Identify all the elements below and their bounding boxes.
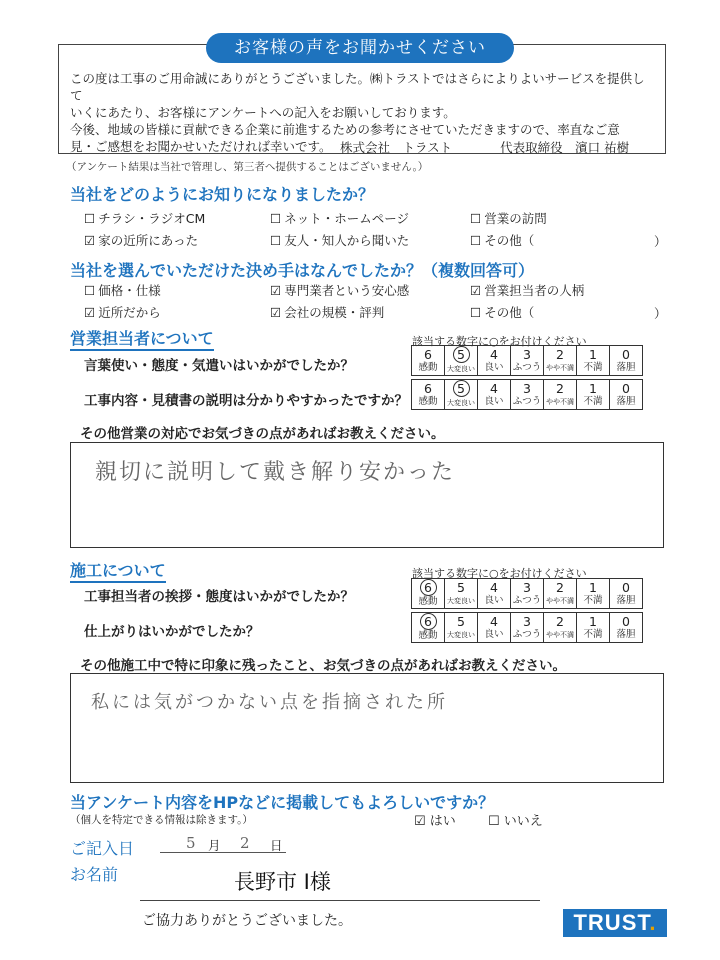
rating-label: 感動 (418, 596, 438, 607)
checkbox-icon[interactable]: ☐ (470, 233, 482, 248)
name-line (140, 900, 540, 901)
rating-number: 0 (622, 614, 630, 629)
intro-line: 見・ご感想をお聞かせいただければ幸いです。 (70, 139, 332, 154)
rating-number: 2 (556, 381, 564, 396)
rating-label: 不満 (583, 396, 603, 407)
checkbox-icon[interactable]: ☐ (470, 211, 482, 226)
rating-cell[interactable] (511, 380, 544, 410)
q2-option[interactable] (270, 303, 384, 321)
selected-circle-icon: 5 (453, 380, 470, 397)
q2-option[interactable] (470, 281, 584, 299)
rating-number: 1 (589, 580, 597, 595)
q1-option-label: チラシ・ラジオCM (98, 211, 206, 226)
rating-label: 落胆 (616, 595, 636, 606)
thanks-message: ご協力ありがとうございました。 (142, 913, 352, 929)
q1-close-paren: ） (654, 234, 667, 249)
rating-cell[interactable] (577, 380, 610, 410)
q2-option-label: 専門業者という安心感 (284, 283, 410, 298)
checkbox-checked-icon[interactable]: ☑ (414, 814, 426, 829)
q2-option-label: 価格・仕様 (98, 283, 161, 298)
checkbox-icon[interactable]: ☐ (270, 233, 282, 248)
checkbox-icon[interactable]: ☐ (84, 211, 96, 226)
construction-question-b: 仕上がりはいかがでしたか？ (84, 624, 260, 640)
rating-cell[interactable] (412, 380, 445, 410)
rating-number (445, 346, 477, 363)
publish-no-label: いいえ (503, 814, 543, 829)
rating-number: 4 (490, 381, 498, 396)
date-day[interactable]: 2 (240, 834, 250, 852)
company-name: 株式会社 トラスト (340, 140, 453, 155)
selected-circle-icon: 6 (420, 579, 437, 596)
logo-text: TRUST (573, 910, 650, 935)
checkbox-icon[interactable]: ☐ (488, 814, 500, 829)
sales-question-a: 言葉使い・態度・気遣いはいかがでしたか？ (84, 358, 354, 374)
construction-rating-a (411, 578, 643, 609)
sales-comment-question: その他営業の対応でお気づきの点があればお教えください。 (80, 426, 445, 442)
q1-option-label: その他（ (484, 233, 535, 248)
checkbox-checked-icon[interactable]: ☑ (270, 283, 282, 298)
q1-option-label: ネット・ホームページ (284, 211, 409, 226)
rating-number: 1 (589, 614, 597, 629)
checkbox-checked-icon[interactable]: ☑ (84, 233, 96, 248)
rating-label: 不満 (583, 629, 603, 640)
rating-cell[interactable] (511, 613, 544, 643)
q2-option-label: 会社の規模・評判 (284, 305, 385, 320)
rating-label: 良い (484, 396, 504, 407)
rating-cell[interactable] (412, 346, 445, 376)
rating-label: やや不満 (546, 597, 574, 605)
checkbox-icon[interactable]: ☐ (84, 283, 96, 298)
q2-option[interactable] (470, 303, 534, 321)
q2-option[interactable] (270, 281, 409, 299)
rating-number: 4 (490, 580, 498, 595)
intro-line: 今後、地域の皆様に貢献できる企業に前進するための参考にさせていただきますので、率直なご意 (70, 122, 620, 137)
q1-option[interactable] (270, 231, 409, 249)
construction-section-title: 施工について (70, 558, 166, 583)
sales-scale-caption: 該当する数字に○をお付けください (412, 335, 587, 348)
q1-title: 当社をどのようにお知りになりましたか？ (70, 185, 375, 204)
rating-cell[interactable] (544, 579, 577, 609)
rating-number: 3 (523, 580, 531, 595)
rating-number: 3 (523, 381, 531, 396)
intro-line: いくにあたり、お客様にアンケートへの記入をお願いしております。 (70, 105, 456, 120)
date-month[interactable]: 5 (186, 834, 196, 852)
checkbox-checked-icon[interactable]: ☑ (470, 283, 482, 298)
rating-cell[interactable] (412, 613, 445, 643)
checkbox-icon[interactable]: ☐ (270, 211, 282, 226)
rating-cell[interactable] (610, 346, 643, 376)
ceo-name: 代表取締役 濱口 祐樹 (500, 140, 630, 155)
q2-title: 当社を選んでいただけた決め手はなんでしたか？（複数回答可） (70, 261, 535, 280)
publish-yes-option[interactable] (414, 810, 456, 829)
rating-label: 感動 (418, 362, 438, 373)
publish-question: 当アンケート内容をHPなどに掲載してもよろしいですか？ (70, 793, 495, 812)
sales-section-title: 営業担当者について (70, 326, 214, 351)
rating-label: ふつう (512, 362, 542, 373)
privacy-note: （アンケート結果は当社で管理し、第三者へ提供することはございません。） (66, 161, 429, 173)
rating-cell[interactable] (610, 613, 643, 643)
rating-number (445, 380, 477, 397)
selected-circle-icon: 5 (453, 346, 470, 363)
rating-number (412, 579, 444, 596)
q1-option[interactable] (470, 209, 547, 227)
rating-cell[interactable] (511, 579, 544, 609)
rating-number: 2 (556, 614, 564, 629)
rating-label: ふつう (512, 595, 542, 606)
q1-option[interactable] (470, 231, 534, 249)
q1-option[interactable] (84, 209, 205, 227)
rating-label: 不満 (583, 595, 603, 606)
rating-cell[interactable] (511, 346, 544, 376)
checkbox-icon[interactable]: ☐ (470, 305, 482, 320)
q1-option-label: 家の近所にあった (98, 233, 199, 248)
sales-comment: 親切に説明して戴き解り安かった (95, 460, 456, 485)
date-label: ご記入日 (70, 839, 135, 858)
rating-cell[interactable] (544, 346, 577, 376)
rating-label: 大変良い (447, 399, 475, 407)
rating-cell[interactable] (412, 579, 445, 609)
rating-label: 落胆 (616, 362, 636, 373)
rating-number: 4 (490, 347, 498, 362)
rating-label: ふつう (512, 396, 542, 407)
rating-number: 6 (424, 347, 432, 362)
rating-label: 落胆 (616, 629, 636, 640)
rating-cell[interactable] (577, 579, 610, 609)
checkbox-checked-icon[interactable]: ☑ (270, 305, 282, 320)
rating-cell[interactable] (478, 613, 511, 643)
rating-cell[interactable] (544, 380, 577, 410)
q2-option-label: その他（ (484, 305, 535, 320)
q1-option[interactable] (84, 231, 198, 249)
signature (340, 138, 629, 156)
publish-note: （個人を特定できる情報は除きます。） (70, 814, 253, 826)
rating-number: 5 (457, 614, 465, 629)
rating-label: やや不満 (546, 631, 574, 639)
rating-cell[interactable] (445, 346, 478, 376)
rating-label: 良い (484, 362, 504, 373)
rating-cell[interactable] (445, 613, 478, 643)
rating-cell[interactable] (577, 346, 610, 376)
trust-logo (563, 909, 667, 937)
rating-label: 不満 (583, 362, 603, 373)
rating-number: 0 (622, 381, 630, 396)
construction-comment-question: その他施工中で特に印象に残ったこと、お気づきの点があればお教えください。 (80, 658, 566, 674)
construction-question-a: 工事担当者の挨拶・態度はいかがでしたか？ (84, 589, 354, 605)
rating-label: やや不満 (546, 398, 574, 406)
rating-number: 0 (622, 347, 630, 362)
publish-no-option[interactable] (488, 810, 543, 829)
q1-option[interactable] (270, 209, 409, 227)
q2-option[interactable] (84, 281, 161, 299)
construction-rating-b (411, 612, 643, 643)
title-banner: お客様の声をお聞かせください (206, 33, 514, 63)
rating-label: 感動 (418, 396, 438, 407)
construction-comment: 私には気がつかない点を指摘された所 (91, 692, 448, 713)
rating-number: 2 (556, 347, 564, 362)
rating-cell[interactable] (478, 579, 511, 609)
sales-comment-box[interactable] (70, 442, 664, 548)
rating-cell[interactable] (610, 380, 643, 410)
rating-label: 良い (484, 629, 504, 640)
checkbox-checked-icon[interactable]: ☑ (84, 305, 96, 320)
sales-rating-a (411, 345, 643, 376)
q2-option-label: 営業担当者の人柄 (484, 283, 585, 298)
rating-number: 3 (523, 347, 531, 362)
rating-number: 0 (622, 580, 630, 595)
q2-close-paren: ） (654, 306, 667, 321)
rating-label: 良い (484, 595, 504, 606)
rating-label: 大変良い (447, 597, 475, 605)
construction-comment-box[interactable] (70, 673, 664, 783)
rating-cell[interactable] (445, 579, 478, 609)
publish-yes-label: はい (429, 814, 456, 829)
rating-cell[interactable] (577, 613, 610, 643)
rating-number: 3 (523, 614, 531, 629)
rating-number: 4 (490, 614, 498, 629)
rating-label: やや不満 (546, 364, 574, 372)
rating-label: ふつう (512, 629, 542, 640)
rating-number: 1 (589, 347, 597, 362)
rating-label: 大変良い (447, 631, 475, 639)
selected-circle-icon: 6 (420, 613, 437, 630)
q1-option-label: 営業の訪問 (484, 211, 547, 226)
rating-label: 大変良い (447, 365, 475, 373)
rating-number: 1 (589, 381, 597, 396)
rating-cell[interactable] (610, 579, 643, 609)
q2-option-label: 近所だから (98, 305, 161, 320)
rating-cell[interactable] (478, 346, 511, 376)
rating-cell[interactable] (544, 613, 577, 643)
intro-line: この度は工事のご用命誠にありがとうございました。㈱トラストではさらによりよいサービスを提供して (70, 71, 645, 103)
logo-dot: . (649, 910, 657, 935)
rating-number: 5 (457, 580, 465, 595)
rating-label: 感動 (418, 630, 438, 641)
sales-rating-b (411, 379, 643, 410)
q1-option-label: 友人・知人から聞いた (284, 233, 410, 248)
rating-cell[interactable] (478, 380, 511, 410)
rating-number (412, 613, 444, 630)
rating-cell[interactable] (445, 380, 478, 410)
date-month-unit: 月 (208, 838, 221, 853)
name-label: お名前 (70, 865, 119, 884)
sales-question-b: 工事内容・見積書の説明は分かりやすかったですか？ (84, 393, 408, 409)
q2-option[interactable] (84, 303, 161, 321)
rating-number: 2 (556, 580, 564, 595)
rating-label: 落胆 (616, 396, 636, 407)
construction-scale-caption: 該当する数字に○をお付けください (412, 567, 587, 580)
date-line (160, 852, 286, 853)
rating-number: 6 (424, 381, 432, 396)
date-day-unit: 日 (270, 838, 283, 853)
customer-name[interactable]: 長野市 I様 (234, 870, 331, 894)
